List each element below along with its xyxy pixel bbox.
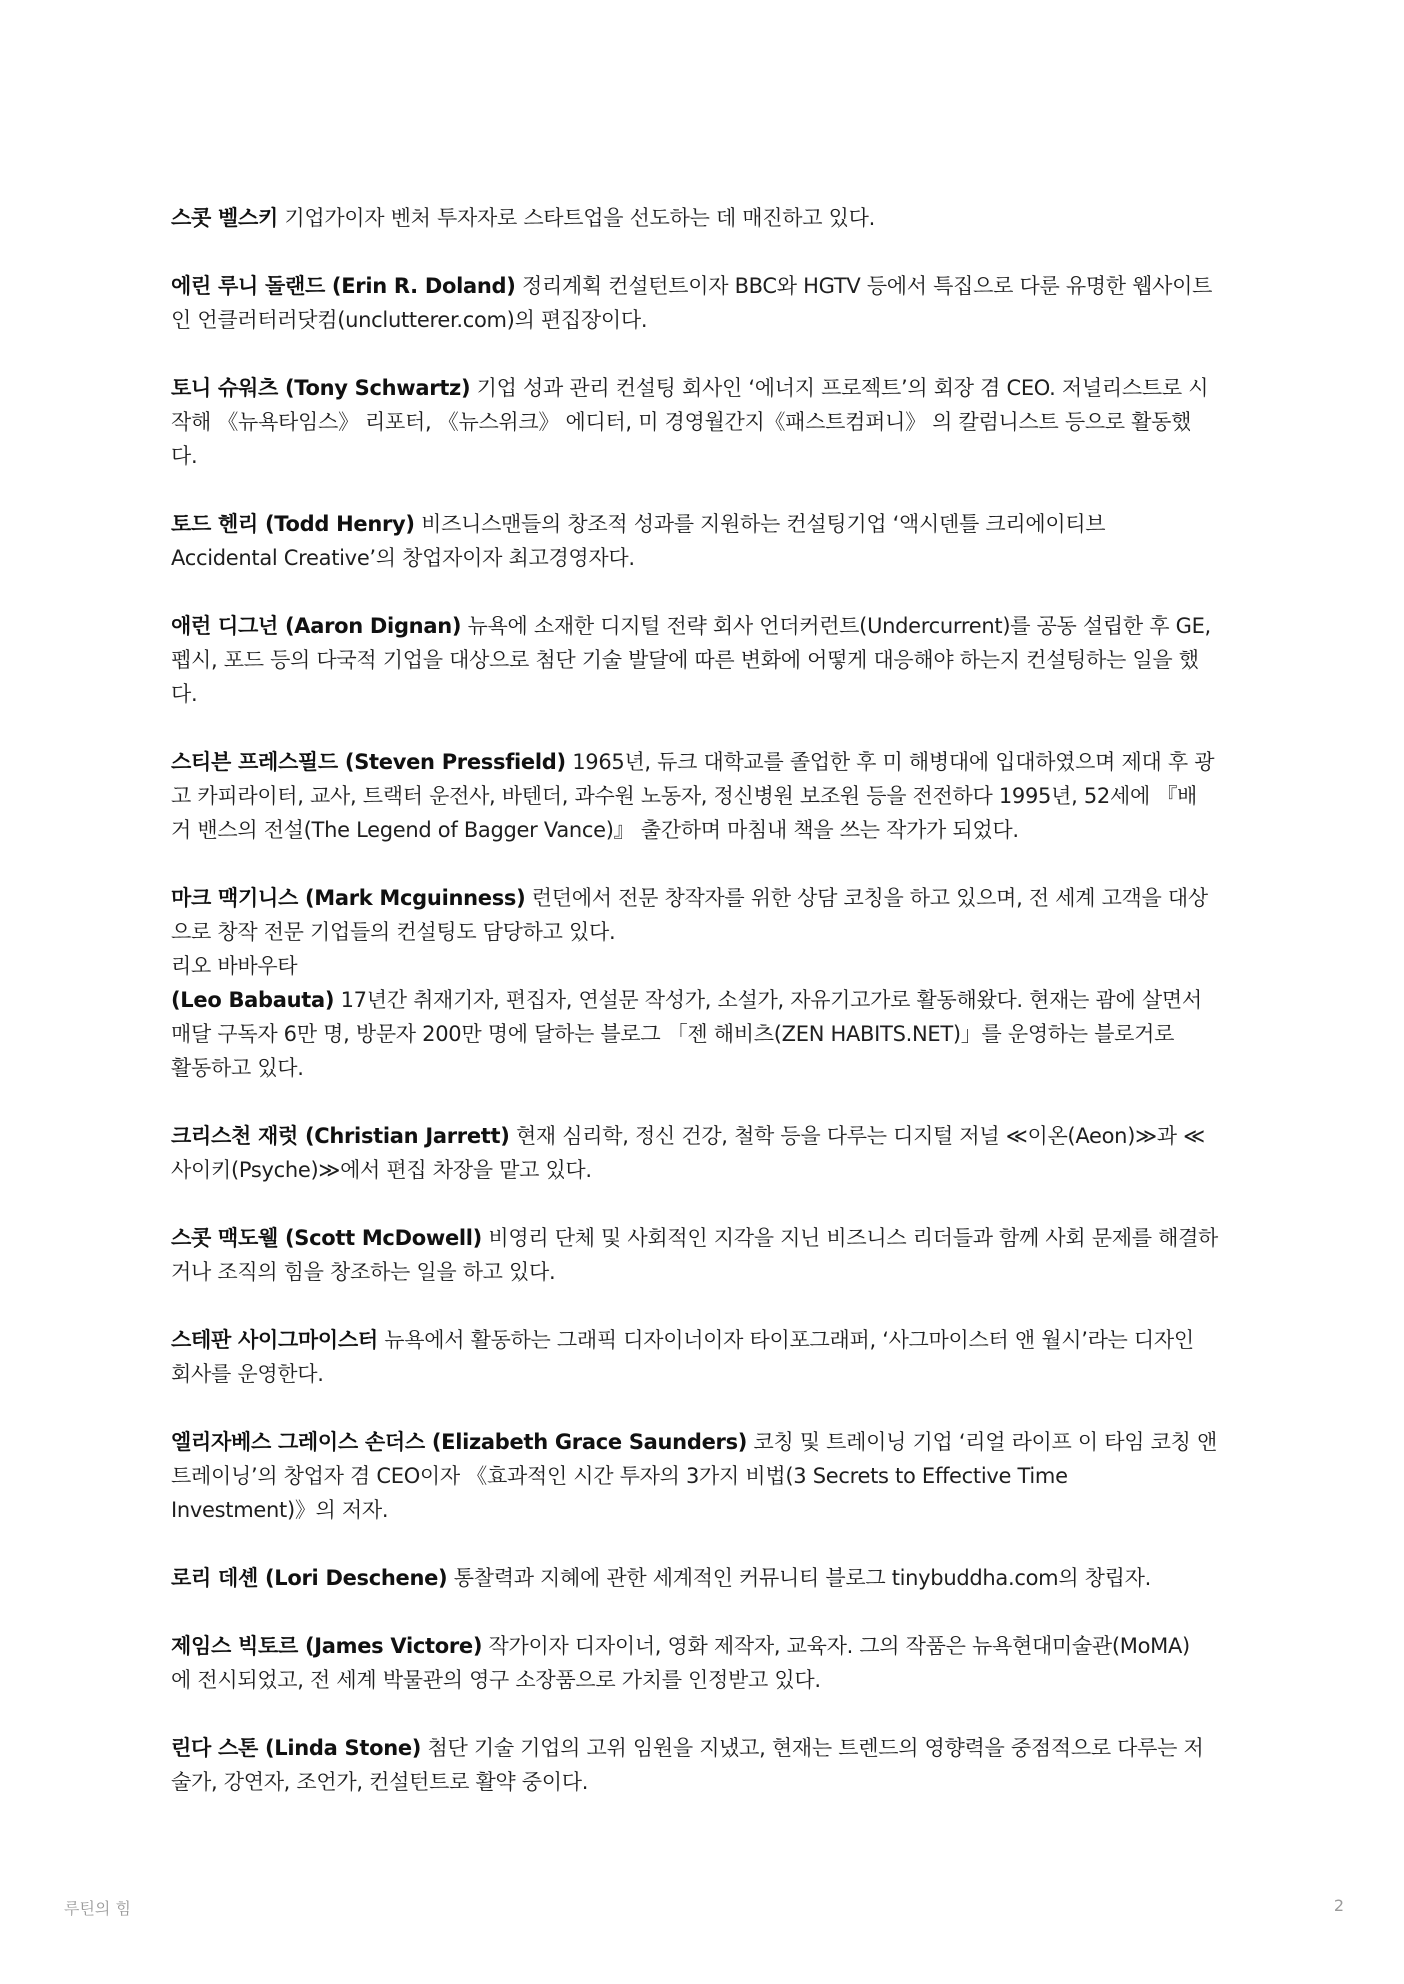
bio-line [171, 371, 1239, 405]
bio-line [171, 745, 1239, 779]
bio-line: 회사를 운영한다. [171, 1362, 324, 1386]
author-name: 스티븐 프레스필드 (Steven Pressfield) [171, 750, 566, 774]
author-bio-entry [171, 1221, 1239, 1289]
bio-line: 활동하고 있다. [171, 1056, 304, 1080]
bio-line: 작해 《뉴욕타임스》 리포터, 《뉴스위크》 에디터, 미 경영월간지《패스트컴퍼니》 의 칼럼니스트 등으로 활동했 [171, 410, 1192, 434]
author-bio-entry [171, 881, 1239, 1085]
bio-line: 으로 창작 전문 기업들의 컨설팅도 담당하고 있다. [171, 920, 616, 944]
bio-line: Investment)》의 저자. [171, 1498, 389, 1522]
bio-line: 에 전시되었고, 전 세계 박물관의 영구 소장품으로 가치를 인정받고 있다. [171, 1668, 821, 1692]
author-bio-entry [171, 1731, 1239, 1799]
bio-line: 술가, 강연자, 조언가, 컨설턴트로 활약 중이다. [171, 1770, 589, 1794]
bio-line [171, 201, 1239, 235]
author-bio-entry [171, 1425, 1239, 1527]
author-name: 토니 슈워츠 (Tony Schwartz) [171, 376, 471, 400]
author-bio-entry [171, 1323, 1239, 1391]
author-name: 크리스천 재럿 (Christian Jarrett) [171, 1124, 510, 1148]
author-bio-entry [171, 745, 1239, 847]
bio-line: 다. [171, 682, 198, 706]
author-bio-entry [171, 507, 1239, 575]
author-name: 스콧 맥도웰 (Scott McDowell) [171, 1226, 482, 1250]
bio-line: 트레이닝’의 창업자 겸 CEO이자 《효과적인 시간 투자의 3가지 비법(3 Secrets to Effective Time [171, 1464, 1068, 1488]
bio-line: 거 밴스의 전설(The Legend of Bagger Vance)』 출간하며 마침내 책을 쓰는 작가가 되었다. [171, 818, 1019, 842]
bio-text: 비영리 단체 및 사회적인 지각을 지닌 비즈니스 리더들과 함께 사회 문제를 해결하 [488, 1226, 1219, 1250]
bio-text: 현재 심리학, 정신 건강, 철학 등을 다루는 디지털 저널 ≪이온(Aeon)≫과 ≪ [515, 1124, 1205, 1148]
bio-text: 정리계획 컨설턴트이자 BBC와 HGTV 등에서 특집으로 다룬 유명한 웹사이트 [521, 274, 1213, 298]
bio-line [171, 983, 1239, 1017]
author-name: 제임스 빅토르 (James Victore) [171, 1634, 483, 1658]
author-name: 스콧 벨스키 [171, 206, 278, 230]
bio-text: 1965년, 듀크 대학교를 졸업한 후 미 해병대에 입대하였으며 제대 후 광 [572, 750, 1215, 774]
bio-line: 고 카피라이터, 교사, 트랙터 운전사, 바텐더, 과수원 노동자, 정신병원 보조원 등을 전전하다 1995년, 52세에 『배 [171, 784, 1198, 808]
bio-line [171, 609, 1239, 643]
bio-text: 뉴욕에서 활동하는 그래픽 디자이너이자 타이포그래퍼, ‘사그마이스터 앤 월시’라는 디자인 [384, 1328, 1194, 1352]
author-name: 마크 맥기니스 (Mark Mcguinness) [171, 886, 526, 910]
bio-line [171, 1561, 1239, 1595]
bio-line [171, 1731, 1239, 1765]
footer-book-title: 루틴의 힘 [64, 1899, 131, 1918]
author-bio-entry [171, 371, 1239, 473]
author-name: 애런 디그넌 (Aaron Dignan) [171, 614, 462, 638]
bio-text: 기업가이자 벤처 투자자로 스타트업을 선도하는 데 매진하고 있다. [284, 206, 875, 230]
bio-line: 리오 바바우타 [171, 954, 298, 978]
author-name: 스테판 사이그마이스터 [171, 1328, 378, 1352]
author-name: 린다 스톤 (Linda Stone) [171, 1736, 422, 1760]
bio-line: 매달 구독자 6만 명, 방문자 200만 명에 달하는 블로그 「젠 해비츠(ZEN HABITS.NET)」를 운영하는 블로거로 [171, 1022, 1175, 1046]
bio-text: 작가이자 디자이너, 영화 제작자, 교육자. 그의 작품은 뉴욕현대미술관(MoMA) [488, 1634, 1190, 1658]
bio-line: 사이키(Psyche)≫에서 편집 차장을 맡고 있다. [171, 1158, 592, 1182]
bio-line [171, 1425, 1239, 1459]
author-name: (Leo Babauta) [171, 988, 335, 1012]
bio-line [171, 1119, 1239, 1153]
bio-line [171, 881, 1239, 915]
author-name: 엘리자베스 그레이스 손더스 (Elizabeth Grace Saunders) [171, 1430, 748, 1454]
author-bio-entry [171, 269, 1239, 337]
bio-text: 비즈니스맨들의 창조적 성과를 지원하는 컨설팅기업 ‘액시덴틀 크리에이티브 [421, 512, 1106, 536]
footer-page-number: 2 [1333, 1896, 1344, 1915]
author-bio-entry [171, 609, 1239, 711]
bio-text: 통찰력과 지혜에 관한 세계적인 커뮤니티 블로그 tinybuddha.com의 창립자. [453, 1566, 1152, 1590]
bio-text: 첨단 기술 기업의 고위 임원을 지냈고, 현재는 트렌드의 영향력을 중점적으로 다루는 저 [427, 1736, 1204, 1760]
bio-line [171, 1629, 1239, 1663]
bio-line [171, 507, 1239, 541]
bio-line [171, 1323, 1239, 1357]
author-name: 로리 데셴 (Lori Deschene) [171, 1566, 448, 1590]
author-bio-entry [171, 1629, 1239, 1697]
author-bio-entry [171, 1119, 1239, 1187]
bio-line [171, 1221, 1239, 1255]
bio-line: 거나 조직의 힘을 창조하는 일을 하고 있다. [171, 1260, 556, 1284]
author-name: 토드 헨리 (Todd Henry) [171, 512, 415, 536]
author-bio-list [171, 201, 1239, 1833]
bio-line: 펩시, 포드 등의 다국적 기업을 대상으로 첨단 기술 발달에 따른 변화에 어떻게 대응해야 하는지 컨설팅하는 일을 했 [171, 648, 1199, 672]
author-name: 에린 루니 돌랜드 (Erin R. Doland) [171, 274, 516, 298]
bio-text: 코칭 및 트레이닝 기업 ‘리얼 라이프 이 타임 코칭 앤 [753, 1430, 1217, 1454]
bio-text: 런던에서 전문 창작자를 위한 상담 코칭을 하고 있으며, 전 세계 고객을 대상 [531, 886, 1208, 910]
author-bio-entry [171, 201, 1239, 235]
bio-line: 다. [171, 444, 198, 468]
bio-line: 인 언클러터러닷컴(unclutterer.com)의 편집장이다. [171, 308, 648, 332]
bio-line: Accidental Creative’의 창업자이자 최고경영자다. [171, 546, 635, 570]
bio-text: 기업 성과 관리 컨설팅 회사인 ‘에너지 프로젝트’의 회장 겸 CEO. 저널리스트로 시 [476, 376, 1209, 400]
bio-line [171, 269, 1239, 303]
author-bio-entry [171, 1561, 1239, 1595]
bio-text: 뉴욕에 소재한 디지털 전략 회사 언더커런트(Undercurrent)를 공동 설립한 후 GE, [467, 614, 1211, 638]
bio-text: 17년간 취재기자, 편집자, 연설문 작성가, 소설가, 자유기고가로 활동해왔다. 현재는 괌에 살면서 [340, 988, 1202, 1012]
